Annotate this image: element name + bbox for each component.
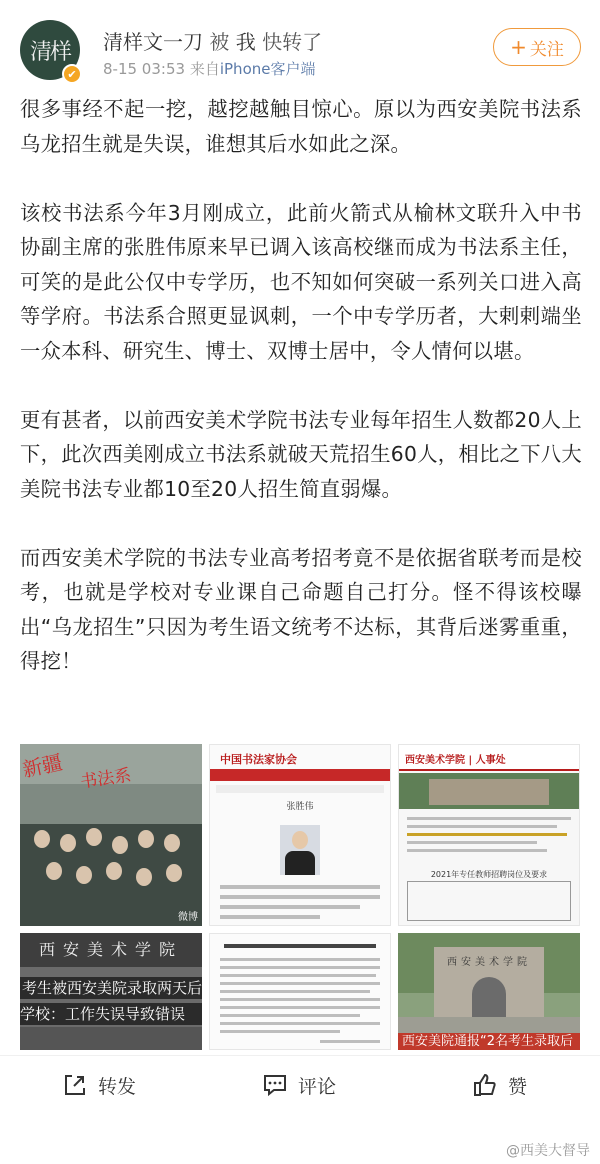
verified-badge-icon: ✔ <box>62 64 82 84</box>
news-caption: 学校：工作失误导致错误 <box>20 1003 202 1025</box>
repost-line <box>103 26 322 55</box>
red-handwriting: 新疆 <box>20 750 65 782</box>
avatar[interactable]: 清样 <box>20 20 80 80</box>
profile-title: 张胜伟 <box>286 802 314 812</box>
post-paragraph: 更有甚者，以前西安美术学院书法专业每年招生人数都20人上下，此次西美刚成立书法系就破天荒招生60人，相比之下八大美院书法专业都10至20人招生简直弱爆。 <box>20 407 582 501</box>
hr-header-text: 西安美术学院 | 人事处 <box>405 755 506 766</box>
post-date: 8-15 03:53 <box>103 60 186 78</box>
source-label: 来自 <box>189 60 220 78</box>
red-handwriting: 书法系 <box>79 765 133 793</box>
post-paragraph: 该校书法系今年3月刚成立，此前火箭式从榆林文联升入中书协副主席的张胜伟原来早已调入该高校继而成为书法系主任，可笑的是此公仅中专学历，也不知如何突破一系列关口进入高等学府。书法系合照更显讽刺，一个中专学历者，大剌剌端坐一众本科、研究生、博士、双博士居中，令人情何以堪。 <box>20 200 582 363</box>
gate-inscription: 西安美术学院 <box>447 957 531 968</box>
image-profile-page[interactable] <box>209 744 391 926</box>
news-caption: 考生被西安美院录取两天后 <box>22 979 202 997</box>
client-link[interactable]: iPhone客户端 <box>219 60 316 78</box>
repost-button[interactable] <box>62 1056 136 1114</box>
portrait-icon <box>280 825 320 875</box>
image-hr-page[interactable] <box>398 744 580 926</box>
news-caption: 西安美院通报“2名考生录取后 <box>398 1033 580 1050</box>
post-paragraph: 很多事经不起一挖，越挖越触目惊心。原以为西安美院书法系乌龙招生就是失误，谁想其后水如此之深。 <box>20 97 582 156</box>
hr-table-title: 2021年专任教师招聘岗位及要求 <box>430 870 548 879</box>
post-body <box>20 92 582 679</box>
thumbs-up-icon <box>472 1072 498 1098</box>
repost-label: 转发 <box>98 1075 137 1098</box>
post-meta <box>103 58 315 79</box>
image-group-photo[interactable] <box>20 744 202 926</box>
follow-label: 关注 <box>529 39 564 60</box>
repost-action-text: 快转了 <box>262 30 323 54</box>
post-paragraph: 而西安美术学院的书法专业高考招考竟不是依据省联考而是校考，也就是学校对专业课自己命题自己打分。怪不得该校曝出“乌龙招生”只因为考生语文统考不达标，其背后迷雾重重，得挖！ <box>20 545 582 673</box>
site-logo-text: 中国书法家协会 <box>220 753 297 766</box>
post-header <box>0 0 600 96</box>
author-nickname[interactable]: 清样文一刀 <box>103 30 203 54</box>
like-label: 赞 <box>508 1075 528 1098</box>
image-notice-document[interactable] <box>209 933 391 1050</box>
comment-label: 评论 <box>298 1075 337 1098</box>
image-campus-gate[interactable] <box>398 933 580 1050</box>
comment-button[interactable] <box>262 1056 336 1114</box>
action-bar <box>0 1055 600 1113</box>
image-grid <box>20 744 580 1050</box>
weibo-watermark: 微博 <box>178 912 198 923</box>
image-news-screenshot[interactable] <box>20 933 202 1050</box>
repost-icon <box>62 1072 88 1098</box>
plus-icon: + <box>510 35 527 59</box>
like-button[interactable] <box>472 1056 527 1114</box>
follow-button[interactable] <box>493 28 581 66</box>
hr-table <box>407 881 571 921</box>
comment-icon <box>262 1072 288 1098</box>
me-word: 我 <box>235 30 256 54</box>
passive-word: 被 <box>209 30 230 54</box>
weibo-watermark: @西美大督导 <box>506 1143 590 1159</box>
gate-sign: 西安美术学院 <box>38 940 183 959</box>
